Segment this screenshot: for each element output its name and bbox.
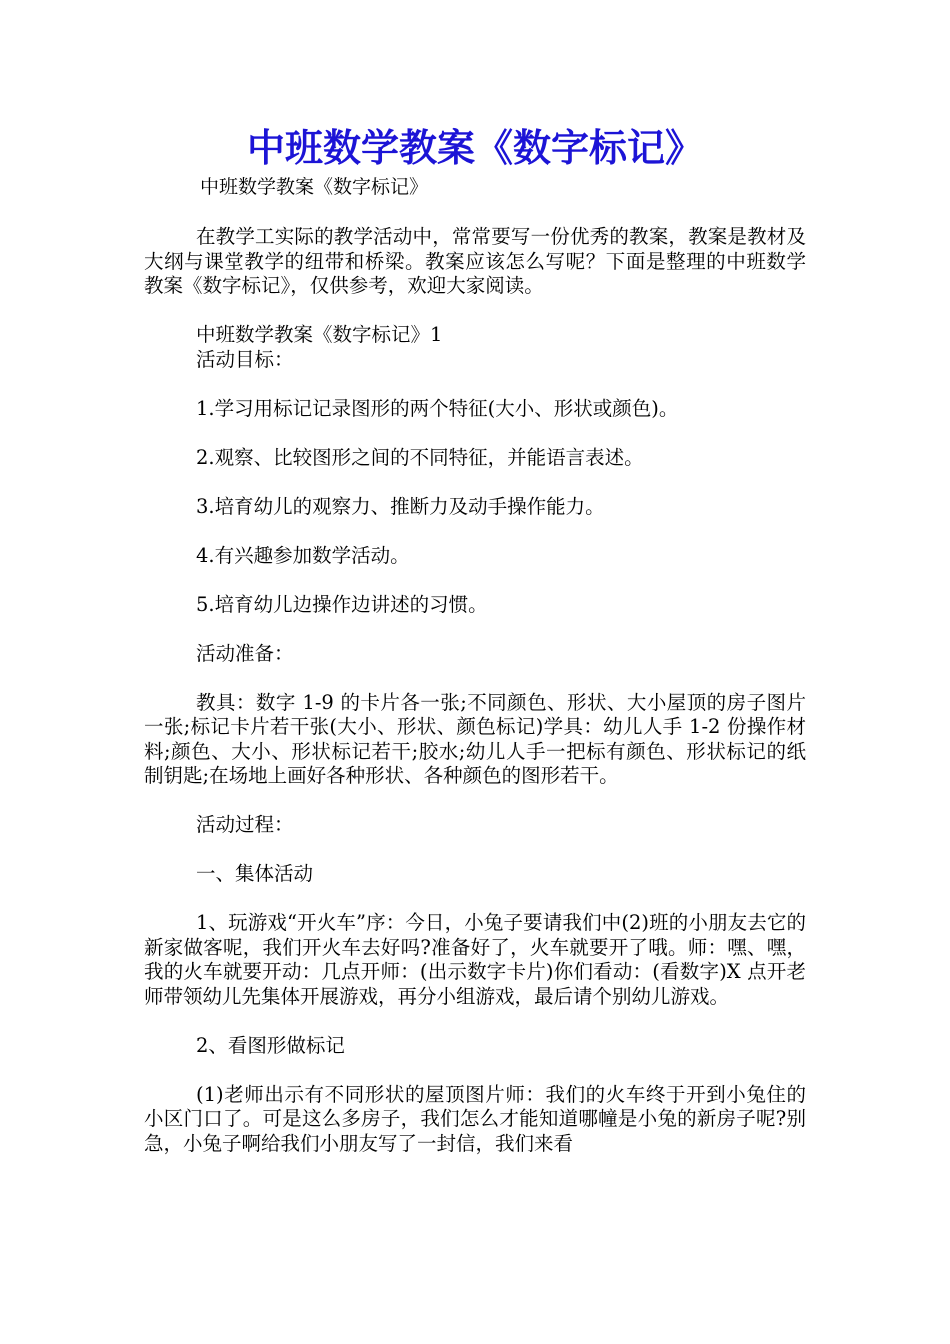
- step2-heading: 2、看图形做标记: [196, 1033, 345, 1057]
- goals-heading: 活动目标：: [196, 347, 294, 371]
- prep-paragraph: 教具：数字 1-9 的卡片各一张;不同颜色、形状、大小屋顶的房子图片一张;标记卡片若干张(大小、形状、颜色标记)学具：幼儿人手 1-2 份操作材料;颜色、大小、形状标记若干;胶水;幼儿人手一把标有颜色、形状标记的纸制钥匙;在场地上画好各种形状、各种颜色的图形若干。: [144, 690, 806, 787]
- goal-item: 1.学习用标记记录图形的两个特征(大小、形状或颜色)。: [196, 396, 679, 420]
- part1-heading: 一、集体活动: [196, 862, 314, 885]
- step2-paragraph: (1)老师出示有不同形状的屋顶图片师：我们的火车终于开到小兔住的小区门口了。可是这么多房子，我们怎么才能知道哪幢是小兔的新房子呢?别急，小兔子啊给我们小朋友写了一封信，我们来看: [144, 1082, 806, 1155]
- goal-item: 5.培育幼儿边操作边讲述的习惯。: [196, 592, 488, 616]
- step1-paragraph: 1、玩游戏“开火车”序：今日，小兔子要请我们中(2)班的小朋友去它的新家做客呢，我们开火车去好吗?准备好了，火车就要开了哦。师：嘿、嘿，我的火车就要开动：几点开师：(出示数字卡片)你们看动：(看数字)X 点开老师带领幼儿先集体开展游戏，再分小组游戏，最后请个别幼儿游戏。: [144, 911, 806, 1008]
- section-heading: 中班数学教案《数字标记》1: [196, 323, 443, 346]
- document-body: [144, 225, 806, 1156]
- process-heading: 活动过程：: [196, 813, 294, 836]
- prep-heading: 活动准备：: [196, 641, 294, 665]
- goal-item: 3.培育幼儿的观察力、推断力及动手操作能力。: [196, 494, 605, 518]
- document-title: 中班数学教案《数字标记》: [246, 126, 703, 170]
- intro-paragraph: 在教学工实际的教学活动中，常常要写一份优秀的教案，教案是教材及大纲与课堂教学的纽带和桥梁。教案应该怎么写呢？下面是整理的中班数学教案《数字标记》，仅供参考，欢迎大家阅读。: [144, 225, 806, 297]
- goal-item: 2.观察、比较图形之间的不同特征，并能语言表述。: [196, 445, 644, 469]
- document-subtitle: 中班数学教案《数字标记》: [200, 176, 429, 198]
- goal-item: 4.有兴趣参加数学活动。: [196, 543, 410, 567]
